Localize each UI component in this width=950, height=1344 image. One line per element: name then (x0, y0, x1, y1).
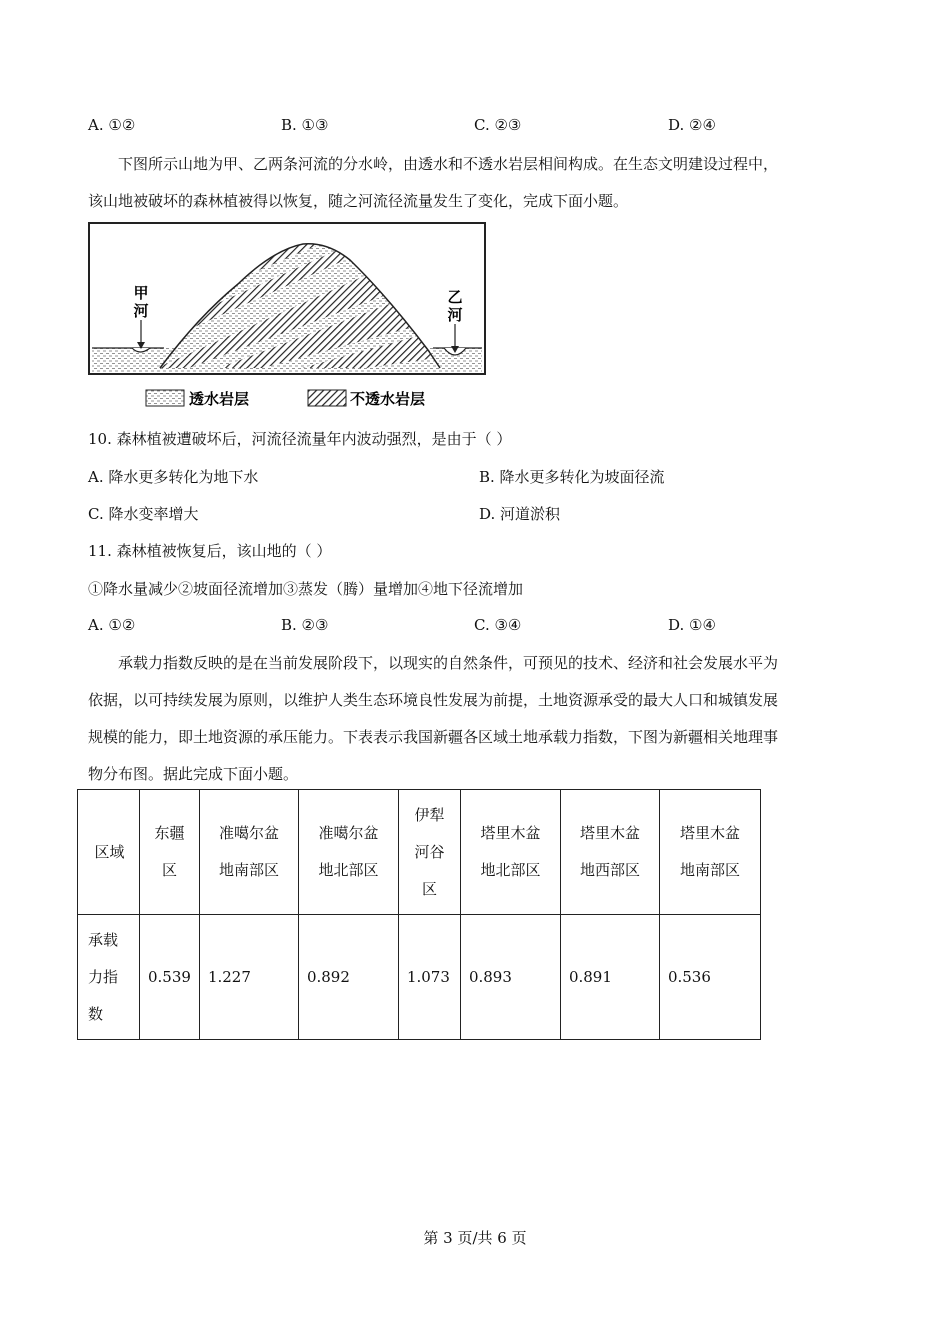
region-cell: 伊犁 河谷 区 (398, 790, 460, 915)
region-cell: 塔里木盆 地南部区 (659, 790, 760, 915)
region-cell: 塔里木盆 地北部区 (460, 790, 560, 915)
header-region-label: 区域 (78, 790, 140, 915)
value-cell: 1.073 (398, 915, 460, 1040)
legend-permeable-swatch (146, 390, 184, 406)
value-cell: 0.893 (460, 915, 560, 1040)
intro2-line4: 物分布图。据此完成下面小题。 (88, 765, 299, 783)
page-footer: 第 3 页/共 6 页 (423, 1229, 527, 1247)
value-cell: 0.536 (659, 915, 760, 1040)
q9-option-a: A. ①② (88, 116, 136, 134)
q11-items: ①降水量减少②坡面径流增加③蒸发（腾）量增加④地下径流增加 (88, 580, 524, 598)
q10-stem: 10. 森林植被遭破坏后，河流径流量年内波动强烈，是由于（ ） (88, 430, 512, 448)
q9-option-d: D. ②④ (668, 116, 716, 134)
q11-option-d: D. ①④ (668, 616, 716, 634)
value-cell: 1.227 (199, 915, 298, 1040)
river-yi-label-2: 河 (447, 306, 463, 324)
region-cell: 准噶尔盆 地北部区 (298, 790, 398, 915)
q11-option-c: C. ③④ (474, 616, 522, 634)
intro2-line3: 规模的能力，即土地资源的承压能力。下表表示我国新疆各区域土地承载力指数，下图为新疆相关地理事 (88, 728, 779, 746)
river-yi-label-1: 乙 (447, 288, 463, 306)
q11-option-b: B. ②③ (281, 616, 329, 634)
region-cell: 准噶尔盆 地南部区 (199, 790, 298, 915)
intro1-line1: 下图所示山地为甲、乙两条河流的分水岭，由透水和不透水岩层相间构成。在生态文明建设过程中， (118, 155, 779, 173)
region-cell: 塔里木盆 地西部区 (560, 790, 659, 915)
carrying-capacity-table (77, 789, 761, 1040)
q9-option-c: C. ②③ (474, 116, 522, 134)
intro1-line2: 该山地被破坏的森林植被得以恢复，随之河流径流量发生了变化，完成下面小题。 (88, 192, 629, 210)
q10-option-d: D. 河道淤积 (479, 505, 561, 523)
q11-stem: 11. 森林植被恢复后，该山地的（ ） (88, 542, 332, 560)
value-cell: 0.891 (560, 915, 659, 1040)
q10-option-c: C. 降水变率增大 (88, 505, 199, 523)
river-jia-label-2: 河 (133, 302, 149, 320)
watershed-cross-section-figure (88, 222, 490, 417)
legend-impermeable-swatch (308, 390, 346, 406)
intro2-line1: 承载力指数反映的是在当前发展阶段下，以现实的自然条件，可预见的技术、经济和社会发展水平为 (118, 654, 779, 672)
q10-option-a: A. 降水更多转化为地下水 (88, 468, 259, 486)
region-cell: 东疆 区 (140, 790, 200, 915)
q11-option-a: A. ①② (88, 616, 136, 634)
table-header-row (78, 790, 761, 915)
legend-impermeable-label: 不透水岩层 (350, 390, 426, 408)
value-cell: 0.539 (140, 915, 200, 1040)
legend-permeable-label: 透水岩层 (189, 390, 250, 408)
river-jia-label-1: 甲 (133, 284, 149, 302)
q10-option-b: B. 降水更多转化为坡面径流 (479, 468, 665, 486)
value-label-cell: 承载 力指 数 (78, 915, 140, 1040)
table-value-row (78, 915, 761, 1040)
value-cell: 0.892 (298, 915, 398, 1040)
intro2-line2: 依据，以可持续发展为原则，以维护人类生态环境良性发展为前提，土地资源承受的最大人口和城镇发展 (88, 691, 779, 709)
q9-option-b: B. ①③ (281, 116, 329, 134)
